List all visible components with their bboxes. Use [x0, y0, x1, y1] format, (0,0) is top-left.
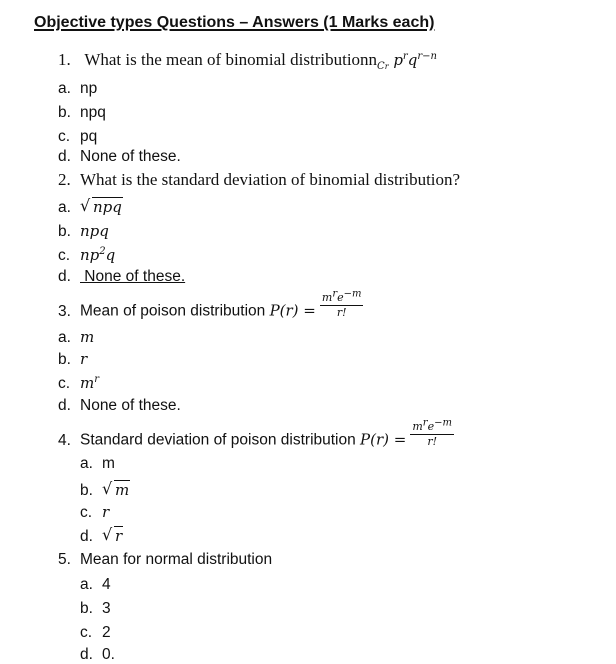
option-3d: d. None of these.	[58, 397, 181, 414]
question-2: 2. What is the standard deviation of binomial distribution?	[58, 170, 461, 189]
option-4c: c. r	[80, 503, 110, 521]
option-4b: b.√ m	[80, 481, 130, 500]
question-5: 5. Mean for normal distribution	[58, 551, 273, 568]
option-2c: c. $np^2q$	[58, 246, 116, 264]
sqrt-symbol: √ m	[102, 481, 130, 500]
option-5d: d. 0.	[80, 646, 115, 663]
option-2b: b. npq	[58, 222, 109, 240]
option-5a: a. 4	[80, 576, 111, 593]
option-2d: d. None of these.	[58, 268, 186, 285]
question-3: 3. Mean of poison distribution P(r) = $\frac{m^re^{-m}}{r!}$	[58, 288, 362, 320]
binomial-formula: $_{Cr}$ $p^rq^{r-n}$	[377, 51, 437, 72]
option-5b: b. 3	[80, 600, 111, 617]
option-2a: a.√ npq	[58, 198, 123, 217]
option-1c: c. pq	[58, 128, 98, 145]
option-4a: a. m	[80, 455, 115, 472]
option-4d: d.√ r	[80, 527, 123, 546]
option-1a: a. np	[58, 80, 98, 97]
option-3b: b. r	[58, 350, 88, 368]
option-3c: c. $m^r$	[58, 374, 100, 392]
sqrt-symbol: √ npq	[80, 198, 123, 217]
option-1b: b. npq	[58, 104, 106, 121]
option-3a: a. m	[58, 328, 95, 346]
poisson-fraction: $\frac{m^re^{-m}}{r!}$	[321, 288, 362, 319]
question-4: 4. Standard deviation of poison distribution P(r) = $\frac{m^re^{-m}}{r!}$	[58, 417, 452, 449]
poisson-fraction: $\frac{m^re^{-m}}{r!}$	[412, 417, 452, 448]
question-text: What is the mean of binomial distributionn	[84, 50, 378, 69]
option-5c: c. 2	[80, 624, 111, 641]
question-number: 1.	[58, 50, 71, 69]
page-title: Objective types Questions – Answers (1 Marks each)	[34, 14, 435, 31]
option-1d: d. None of these.	[58, 148, 181, 165]
question-1	[58, 50, 437, 70]
sqrt-symbol: √ r	[102, 527, 123, 546]
question-text: What is the standard deviation of binomial distribution?	[80, 170, 461, 189]
